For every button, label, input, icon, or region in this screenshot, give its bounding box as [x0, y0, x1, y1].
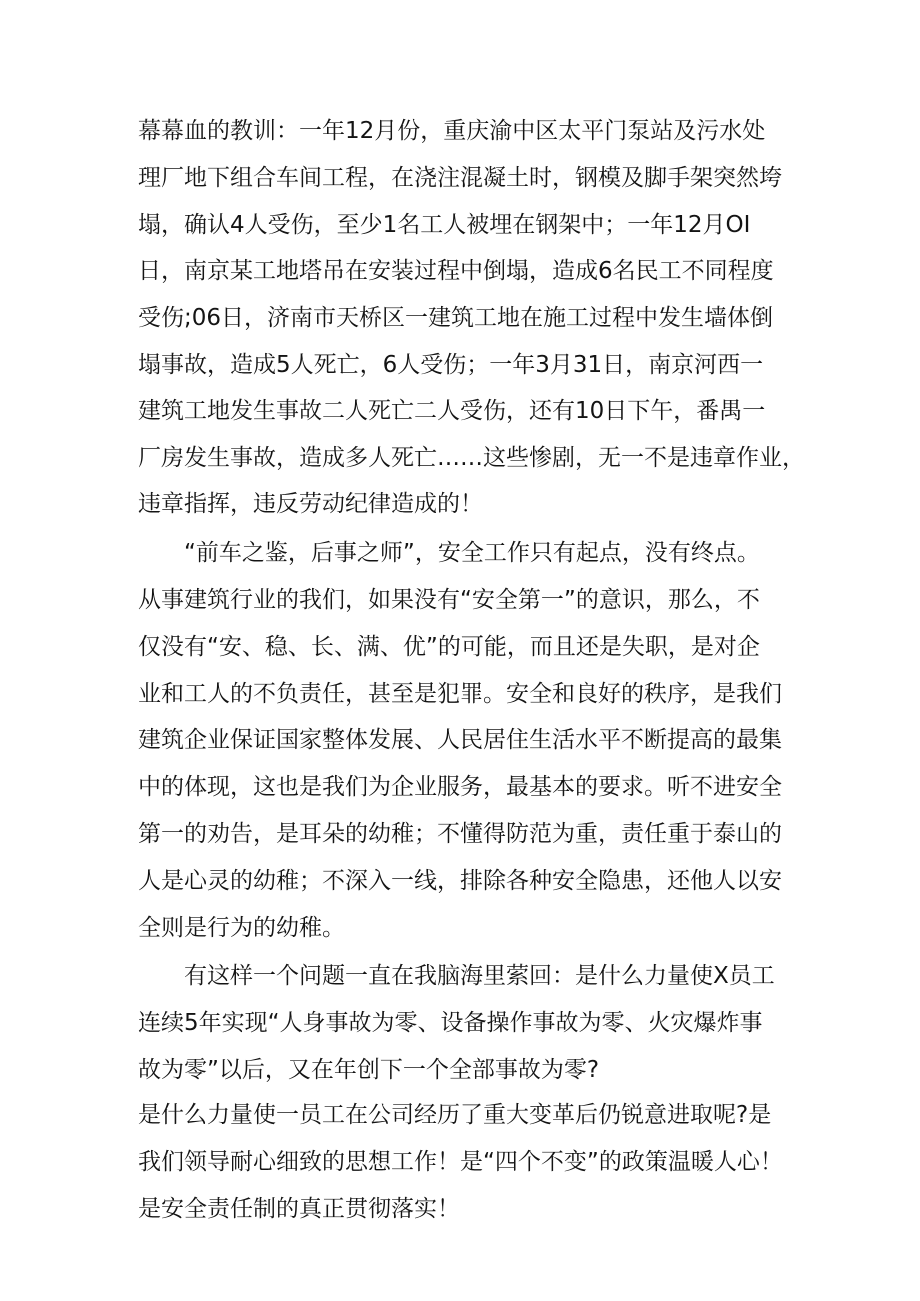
paragraph-4-line-2: 我们领导耐心细致的思想工作！是“四个不变”的政策温暖人心！: [138, 1149, 783, 1175]
paragraph-4-line-3: 是安全责任制的真正贯彻落实！: [138, 1196, 460, 1222]
paragraph-2-line-1: “前车之鉴，后事之师”，安全工作只有起点，没有终点。: [184, 540, 760, 566]
paragraph-2-line-2: 从事建筑行业的我们，如果没有“安全第一”的意识，那么，不: [138, 587, 760, 613]
paragraph-1-line-6: 塌事故，造成5人死亡，6人受伤；一年3月31日，南京河西一: [138, 352, 764, 378]
paragraph-1-line-7: 建筑工地发生事故二人死亡二人受伤，还有10日下午，番禺一: [138, 398, 766, 424]
paragraph-4-line-1: 是什么力量使一员工在公司经历了重大变革后仍锐意进取呢?是: [138, 1102, 772, 1128]
paragraph-3-line-2: 连续5年实现“人身事故为零、设备操作事故为零、火灾爆炸事: [138, 1010, 763, 1036]
paragraph-1-line-9: 违章指挥，违反劳动纪律造成的！: [138, 491, 483, 517]
paragraph-1-line-2: 理厂地下组合车间工程，在浇注混凝土时，钢模及脚手架突然垮: [138, 165, 782, 191]
paragraph-2-line-6: 中的体现，这也是我们为企业服务，最基本的要求。听不进安全: [138, 774, 782, 800]
paragraph-2-line-5: 建筑企业保证国家整体发展、人民居住生活水平不断提高的最集: [138, 727, 782, 753]
paragraph-3-line-1: 有这样一个问题一直在我脑海里萦回：是什么力量使X员工: [184, 963, 775, 989]
paragraph-2-line-8: 人是心灵的幼稚；不深入一线，排除各种安全隐患，还他人以安: [138, 868, 782, 894]
paragraph-1-line-8: 厂房发生事故，造成多人死亡……这些惨剧，无一不是违章作业，: [138, 445, 805, 471]
paragraph-2-line-3: 仅没有“安、稳、长、满、优”的可能，而且还是失职，是对企: [138, 634, 760, 660]
paragraph-2-line-4: 业和工人的不负责任，甚至是犯罪。安全和良好的秩序，是我们: [138, 681, 782, 707]
paragraph-1-line-3: 塌，确认4人受伤，至少1名工人被埋在钢架中；一年12月OI: [138, 212, 751, 238]
paragraph-2-line-9: 全则是行为的幼稚。: [138, 915, 345, 941]
paragraph-1-line-1: 幕幕血的教训：一年12月份，重庆渝中区太平门泵站及污水处: [138, 118, 766, 144]
paragraph-1-line-5: 受伤;06日，济南市天桥区一建筑工地在施工过程中发生墙体倒: [138, 305, 774, 331]
paragraph-3-line-3: 故为零”以后，又在年创下一个全部事故为零?: [138, 1057, 600, 1083]
paragraph-2-line-7: 第一的劝告，是耳朵的幼稚；不懂得防范为重，责任重于泰山的: [138, 821, 782, 847]
paragraph-1-line-4: 日，南京某工地塔吊在安装过程中倒塌，造成6名民工不同程度: [138, 258, 774, 284]
